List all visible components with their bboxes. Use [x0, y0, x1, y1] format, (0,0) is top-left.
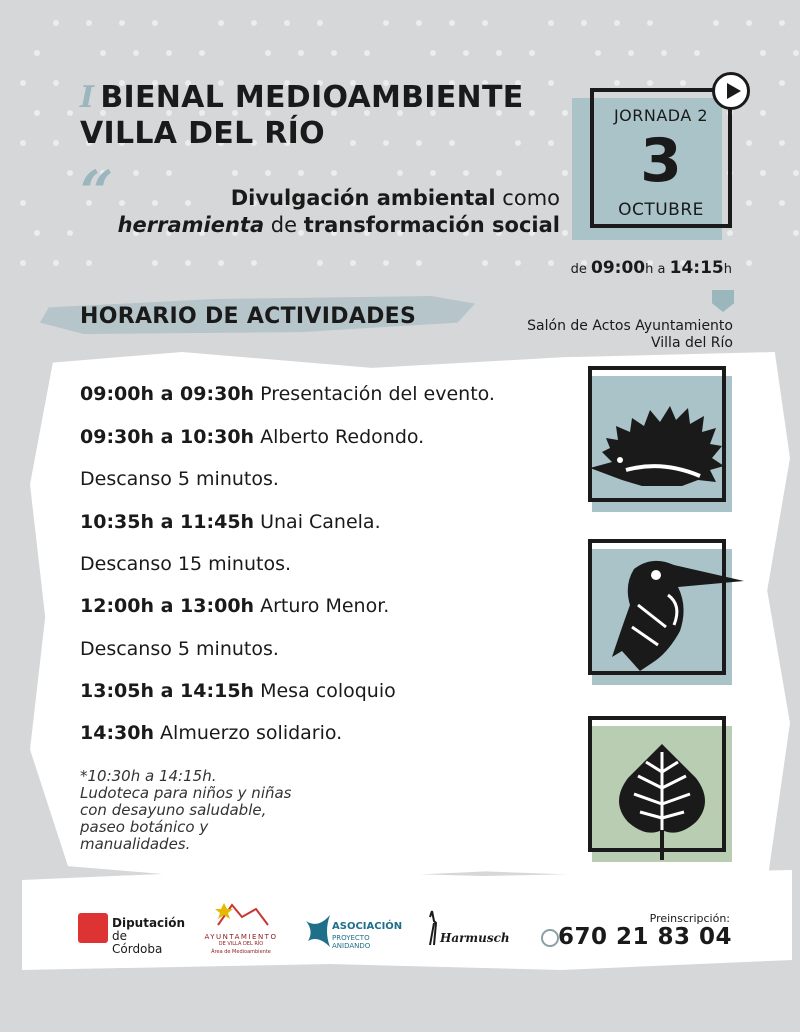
schedule-time: 13:05h a 14:15h: [80, 680, 255, 702]
schedule-time: 14:30h: [80, 722, 155, 744]
start-h: h: [645, 262, 654, 277]
decorative-dot: [152, 260, 158, 266]
decorative-dot: [331, 50, 337, 56]
schedule-time: 09:30h a 10:30h: [80, 426, 255, 448]
play-icon: [712, 72, 750, 110]
decorative-dot: [614, 20, 620, 26]
schedule-text: Descanso 5 minutos.: [80, 468, 279, 490]
schedule-text: Presentación del evento.: [254, 383, 495, 405]
decorative-dot: [463, 170, 469, 176]
venue-line-2: Villa del Río: [651, 335, 733, 351]
event-subtitle: [80, 185, 560, 239]
diputacion-line-2: de Córdoba: [112, 929, 163, 956]
schedule-item: [80, 594, 580, 618]
schedule-text: Unai Canela.: [254, 511, 381, 533]
kingfisher-icon: [582, 535, 747, 695]
decorative-dot: [760, 170, 766, 176]
decorative-dot: [416, 20, 422, 26]
ayuntamiento-logo: [198, 905, 284, 960]
ayuntamiento-line-2: DE VILLA DEL RÍO: [218, 941, 264, 947]
decorative-dot: [265, 170, 271, 176]
decorative-dot: [713, 20, 719, 26]
decorative-dot: [53, 80, 59, 86]
decorative-dot: [449, 20, 455, 26]
decorative-dot: [86, 260, 92, 266]
date-block: [566, 86, 732, 246]
note-line: paseo botánico y: [80, 818, 209, 836]
decorative-dot: [185, 260, 191, 266]
decorative-dot: [595, 50, 601, 56]
subtitle-plain-2: de: [264, 213, 304, 237]
decorative-dot: [251, 260, 257, 266]
decorative-dot: [53, 140, 59, 146]
decorative-dot: [430, 50, 436, 56]
swallow-icon: [304, 911, 332, 951]
schedule-text: Descanso 5 minutos.: [80, 638, 279, 660]
deer-icon: [426, 909, 440, 949]
decorative-dot: [251, 20, 257, 26]
ayuntamiento-emblem-icon: [198, 901, 284, 931]
schedule-text: Almuerzo solidario.: [154, 722, 343, 744]
decorative-dot: [383, 20, 389, 26]
leaf-tile: [582, 712, 742, 872]
decorative-dot: [34, 230, 40, 236]
subtitle-plain-1: como: [495, 186, 560, 210]
decorative-dot: [779, 140, 785, 146]
venue-line-1: Salón de Actos Ayuntamiento: [527, 318, 733, 334]
decorative-dot: [463, 50, 469, 56]
ayuntamiento-line-1: AYUNTAMIENTO: [204, 933, 278, 941]
diputacion-line-1: Diputación: [112, 916, 186, 930]
decorative-dot: [133, 170, 139, 176]
decorative-dot: [218, 20, 224, 26]
event-title: [80, 80, 524, 152]
harmusch-logo: [422, 905, 518, 960]
schedule-item: [80, 510, 580, 534]
note-line: manualidades.: [80, 835, 191, 853]
decorative-dot: [397, 170, 403, 176]
decorative-dot: [317, 260, 323, 266]
schedule-time: 10:35h a 11:45h: [80, 511, 255, 533]
decorative-dot: [34, 50, 40, 56]
decorative-dot: [746, 200, 752, 206]
title-line-2: VILLA DEL RÍO: [80, 116, 325, 151]
decorative-dot: [793, 230, 799, 236]
jornada-label: JORNADA 2: [613, 106, 709, 125]
decorative-dot: [364, 50, 370, 56]
decorative-dot: [133, 50, 139, 56]
schedule-text: Alberto Redondo.: [254, 426, 425, 448]
quote-mark-icon: “: [80, 158, 114, 226]
schedule-item: [80, 637, 580, 661]
decorative-dot: [199, 50, 205, 56]
decorative-dot: [284, 20, 290, 26]
asociacion-logo: [302, 905, 404, 960]
decorative-dot: [661, 50, 667, 56]
kingfisher-tile: [582, 535, 742, 695]
diputacion-icon: [78, 913, 108, 943]
decorative-dot: [548, 140, 554, 146]
decorative-dot: [779, 20, 785, 26]
schedule-item: [80, 425, 580, 449]
start-time: 09:00: [591, 258, 646, 278]
schedule-item: [80, 467, 580, 491]
end-h: h: [723, 262, 732, 277]
decorative-dot: [746, 260, 752, 266]
decorative-dot: [430, 170, 436, 176]
schedule-item: [80, 382, 580, 406]
decorative-dot: [34, 110, 40, 116]
edition-numeral: I: [80, 80, 95, 115]
decorative-dot: [317, 20, 323, 26]
schedule-item: [80, 552, 580, 576]
location-pin-icon: [712, 290, 734, 312]
schedule-time: 12:00h a 13:00h: [80, 595, 255, 617]
decorative-dot: [548, 20, 554, 26]
title-line-1: BIENAL MEDIOAMBIENTE: [100, 80, 524, 115]
schedule-text: Mesa coloquio: [254, 680, 396, 702]
ludoteca-note: [80, 768, 360, 853]
schedule-text: Descanso 15 minutos.: [80, 553, 292, 575]
decorative-dot: [760, 50, 766, 56]
note-line: con desayuno saludable,: [80, 801, 267, 819]
decorative-dot: [482, 20, 488, 26]
end-time: 14:15: [669, 258, 724, 278]
hedgehog-tile: [582, 362, 742, 522]
note-line: Ludoteca para niños y niñas: [80, 784, 292, 802]
hedgehog-icon: [582, 362, 742, 522]
harmusch-name: Harmusch: [440, 931, 510, 945]
subtitle-italic: herramienta: [117, 213, 265, 237]
ayuntamiento-line-3: Área de Medioambiente: [211, 949, 271, 955]
decorative-dot: [67, 110, 73, 116]
hours-to: a: [653, 262, 670, 277]
decorative-dot: [779, 80, 785, 86]
decorative-dot: [647, 20, 653, 26]
decorative-dot: [53, 260, 59, 266]
subtitle-bold-1: Divulgación ambiental: [230, 186, 496, 210]
decorative-dot: [166, 170, 172, 176]
schedule-item: [80, 721, 580, 745]
event-hours: [480, 258, 732, 278]
decorative-dot: [793, 50, 799, 56]
decorative-dot: [265, 50, 271, 56]
decorative-dot: [232, 170, 238, 176]
leaf-icon: [582, 712, 742, 872]
decorative-dot: [793, 170, 799, 176]
note-line: *10:30h a 14:15h.: [80, 767, 217, 785]
asociacion-line-1: ASOCIACIÓN: [332, 921, 403, 932]
decorative-dot: [496, 170, 502, 176]
section-title: HORARIO DE ACTIVIDADES: [80, 304, 417, 329]
decorative-dot: [20, 80, 26, 86]
decorative-dot: [20, 260, 26, 266]
decorative-dot: [529, 110, 535, 116]
decorative-dot: [218, 260, 224, 266]
decorative-dot: [694, 50, 700, 56]
decorative-dot: [548, 80, 554, 86]
schedule-item: [80, 679, 580, 703]
decorative-dot: [529, 50, 535, 56]
decorative-dot: [67, 230, 73, 236]
decorative-dot: [119, 20, 125, 26]
subtitle-bold-2: transformación social: [303, 213, 560, 237]
decorative-dot: [350, 260, 356, 266]
decorative-dot: [20, 140, 26, 146]
schedule-time: 09:00h a 09:30h: [80, 383, 255, 405]
decorative-dot: [383, 260, 389, 266]
schedule-text: Arturo Menor.: [254, 595, 390, 617]
decorative-dot: [166, 50, 172, 56]
decorative-dot: [496, 50, 502, 56]
hours-from: de: [570, 262, 592, 277]
decorative-dot: [152, 20, 158, 26]
month-label: OCTUBRE: [618, 200, 704, 220]
decorative-dot: [416, 260, 422, 266]
decorative-dot: [746, 140, 752, 146]
decorative-dot: [86, 20, 92, 26]
decorative-dot: [67, 170, 73, 176]
decorative-dot: [100, 50, 106, 56]
venue: [460, 318, 733, 352]
decorative-dot: [53, 20, 59, 26]
day-number: 3: [640, 126, 682, 196]
decorative-dot: [581, 20, 587, 26]
decorative-dot: [760, 110, 766, 116]
decorative-dot: [746, 20, 752, 26]
decorative-dot: [298, 170, 304, 176]
phone-number[interactable]: 670 21 83 04: [557, 924, 732, 950]
decorative-dot: [331, 170, 337, 176]
decorative-dot: [20, 200, 26, 206]
preinscripcion-label: Preinscripción:: [649, 912, 730, 925]
decorative-dot: [298, 50, 304, 56]
decorative-dot: [779, 200, 785, 206]
diputacion-logo: [78, 905, 186, 960]
decorative-dot: [628, 50, 634, 56]
asociacion-line-2: PROYECTO ANIDANDO: [332, 934, 371, 950]
